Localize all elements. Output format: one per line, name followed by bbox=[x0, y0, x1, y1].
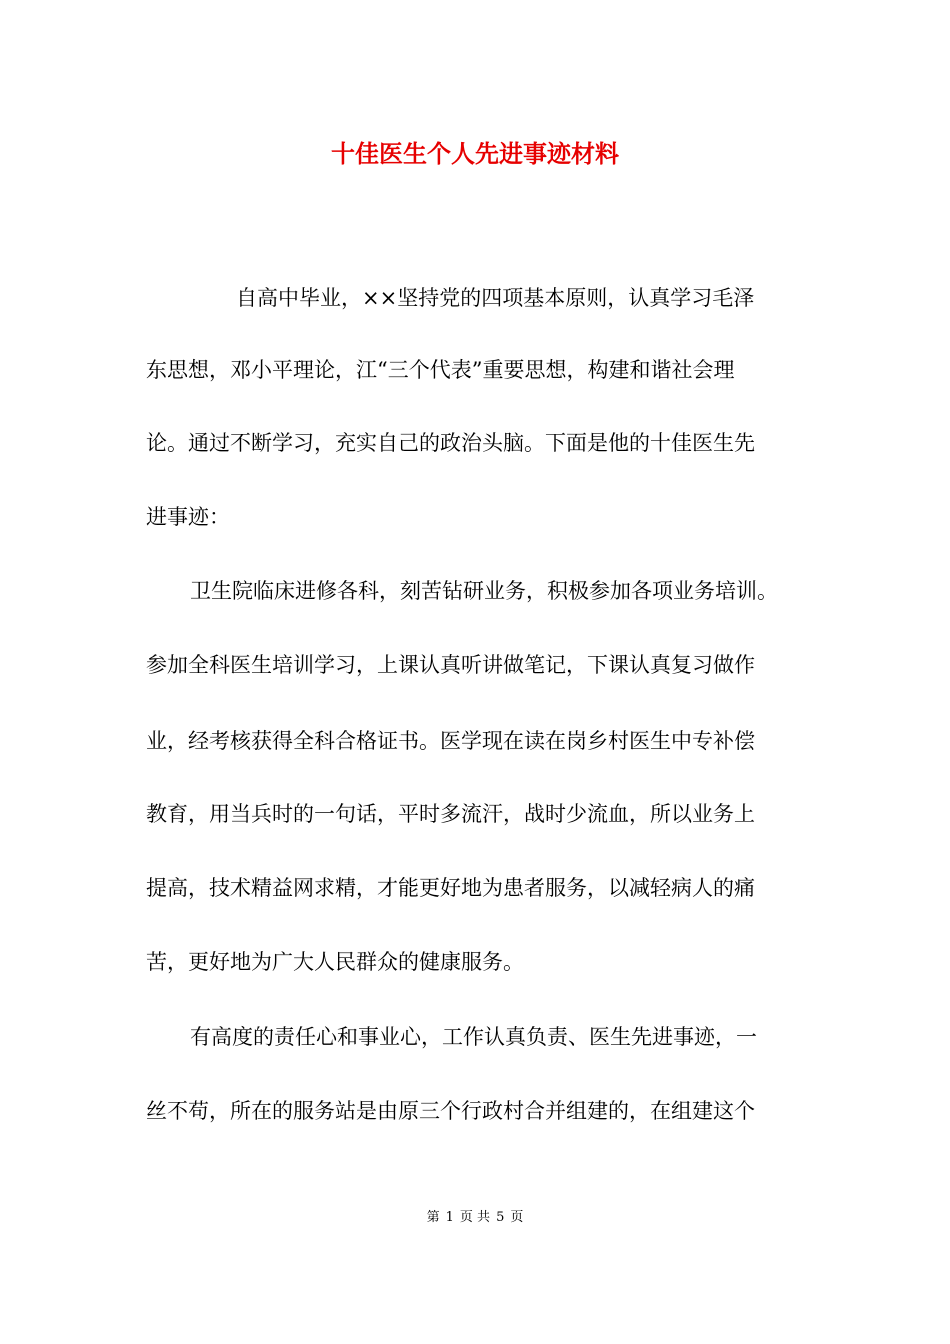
text-line-2: 东思想，邓小平理论，江“三个代表”重要思想，构建和谐社会理 bbox=[146, 358, 735, 382]
text-line-3: 论。通过不断学习，充实自己的政治头脑。下面是他的十佳医生先 bbox=[146, 431, 755, 455]
text-line-7: 业，经考核获得全科合格证书。医学现在读在岗乡村医生中专补偿 bbox=[146, 729, 755, 753]
text-line-6: 参加全科医生培训学习，上课认真听讲做笔记，下课认真复习做作 bbox=[146, 653, 755, 677]
text-line-11: 有高度的责任心和事业心，工作认真负责、医生先进事迹，一 bbox=[190, 1025, 757, 1049]
text-line-12: 丝不苟，所在的服务站是由原三个行政村合并组建的，在组建这个 bbox=[146, 1099, 755, 1123]
page-footer bbox=[0, 1208, 950, 1228]
footer-prefix: 第 bbox=[426, 1210, 440, 1225]
text-line-8: 教育，用当兵时的一句话，平时多流汗，战时少流血，所以业务上 bbox=[146, 802, 755, 826]
text-line-9: 提高，技术精益网求精，才能更好地为患者服务，以减轻病人的痛 bbox=[146, 876, 755, 900]
footer-suffix: 页 bbox=[510, 1210, 524, 1225]
text-line-5: 卫生院临床进修各科，刻苦钻研业务，积极参加各项业务培训。 bbox=[190, 579, 778, 603]
text-line-1: 自高中毕业，××坚持党的四项基本原则，认真学习毛泽 bbox=[236, 286, 755, 310]
footer-page-number: 1 bbox=[445, 1210, 454, 1225]
document-title: 十佳医生个人先进事迹材料 bbox=[331, 139, 619, 168]
footer-mid: 页 共 bbox=[459, 1210, 491, 1225]
footer-total-pages: 5 bbox=[496, 1210, 505, 1225]
text-line-4: 进事迹： bbox=[146, 505, 230, 529]
text-line-10: 苦，更好地为广大人民群众的健康服务。 bbox=[146, 950, 524, 974]
